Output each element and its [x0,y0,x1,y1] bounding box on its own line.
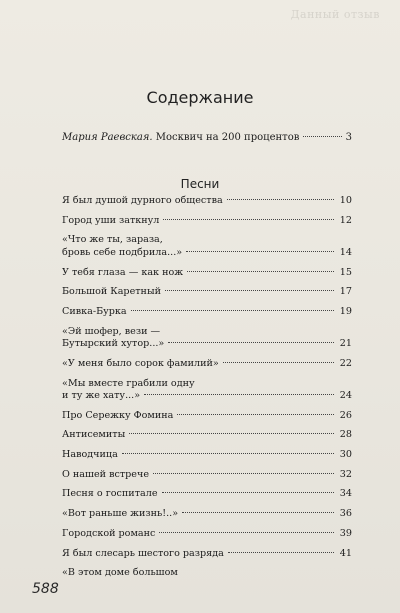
dot-leader [129,433,334,434]
toc-entry [62,528,352,541]
toc-entry-page-number: 39 [339,527,352,539]
intro-title: Москвич на 200 процентов [152,132,300,143]
toc-entry [62,488,352,501]
toc-entry-page-number: 24 [339,390,352,401]
toc-entry-page-number: 21 [339,338,352,350]
bleed-through-text: Данный отзыв [290,8,380,21]
toc-entry-title: Сивка-Бурка [62,305,127,317]
toc-entry-page-number: 22 [339,357,352,369]
dot-leader [159,532,334,533]
dot-leader [187,271,334,272]
toc-entry-title: О нашей встрече [62,468,149,480]
dot-leader [144,394,334,395]
dot-leader [131,310,334,311]
toc-list [62,195,352,587]
toc-entry-title: Городской романс [62,527,156,539]
toc-entry-title-line: «Мы вместе грабили одну [62,377,195,389]
toc-entry-page-number: 26 [339,409,352,421]
toc-entry-page-number: 19 [339,305,352,317]
dot-leader [122,453,334,454]
dot-leader [153,473,334,474]
toc-entry-title-line: «Эй шофер, вези — [62,325,161,337]
dot-leader [163,219,334,220]
toc-entry-page-number: 17 [339,286,352,298]
toc-entry [62,429,352,442]
toc-entry-page-number: 32 [339,468,352,480]
toc-entry [62,449,352,462]
toc-entry [62,215,352,228]
toc-entry-last-line [62,390,352,403]
toc-entry [62,195,352,208]
toc-entry [62,410,352,423]
toc-entry-page-number: 36 [339,508,352,520]
page-number: 588 [32,581,59,597]
dot-leader [182,512,334,513]
toc-entry [62,358,352,371]
dot-leader [177,414,334,415]
toc-entry-last-line [62,247,352,260]
contents-heading: Содержание [146,88,254,107]
toc-entry-title: Про Сережку Фомина [62,409,174,421]
toc-entry-page-number: 28 [339,429,352,441]
toc-entry-title: Я был слесарь шестого разряда [62,547,224,559]
toc-entry-page-number: 34 [339,488,352,500]
section-heading: Песни [180,177,220,191]
toc-entry-title-line: Бутырский хутор...» [62,338,165,350]
toc-entry-last-line [62,338,352,351]
toc-entry-page-number: 10 [339,195,352,206]
toc-entry-title: У тебя глаза — как нож [62,266,184,278]
toc-entry-title: Песня о госпитале [62,488,158,500]
toc-entry-page-number: 41 [339,547,352,559]
dot-leader [165,290,334,291]
toc-entry [62,286,352,299]
toc-entry-title: Антисемиты [62,429,126,441]
dot-leader [186,251,334,252]
toc-entry-title-line: и ту же хату...» [62,390,141,401]
toc-entry [62,567,352,580]
toc-entry-page-number: 14 [339,246,352,258]
toc-entry [62,306,352,319]
toc-entry-title-line: «Что же ты, зараза, [62,234,163,246]
dot-leader [303,136,341,137]
toc-entry-title: Наводчица [62,449,118,461]
toc-entry-title: Город уши заткнул [62,214,160,226]
toc-entry [62,326,352,351]
dot-leader [162,492,334,493]
dot-leader [227,199,334,200]
intro-page-number: 3 [345,132,352,143]
toc-entry [62,378,352,403]
toc-entry-title: «У меня было сорок фамилий» [62,357,219,369]
toc-entry-title: «В этом доме большом [62,567,178,579]
dot-leader [223,362,334,363]
toc-intro-entry [62,132,352,143]
toc-entry [62,469,352,482]
toc-entry-title: Большой Каретный [62,286,161,298]
toc-entry-title: «Вот раньше жизнь!..» [62,508,179,520]
toc-entry-title-line: бровь себе подбрила...» [62,246,183,258]
toc-entry [62,267,352,280]
toc-entry-title: Я был душой дурного общества [62,195,223,206]
toc-entry-page-number: 30 [339,449,352,461]
intro-author: Мария Раевская. [62,132,153,143]
toc-entry [62,508,352,521]
toc-entry [62,234,352,259]
toc-entry-page-number: 15 [339,266,352,278]
dot-leader [168,342,334,343]
toc-entry [62,548,352,561]
dot-leader [228,552,334,553]
toc-entry-page-number: 12 [339,214,352,226]
